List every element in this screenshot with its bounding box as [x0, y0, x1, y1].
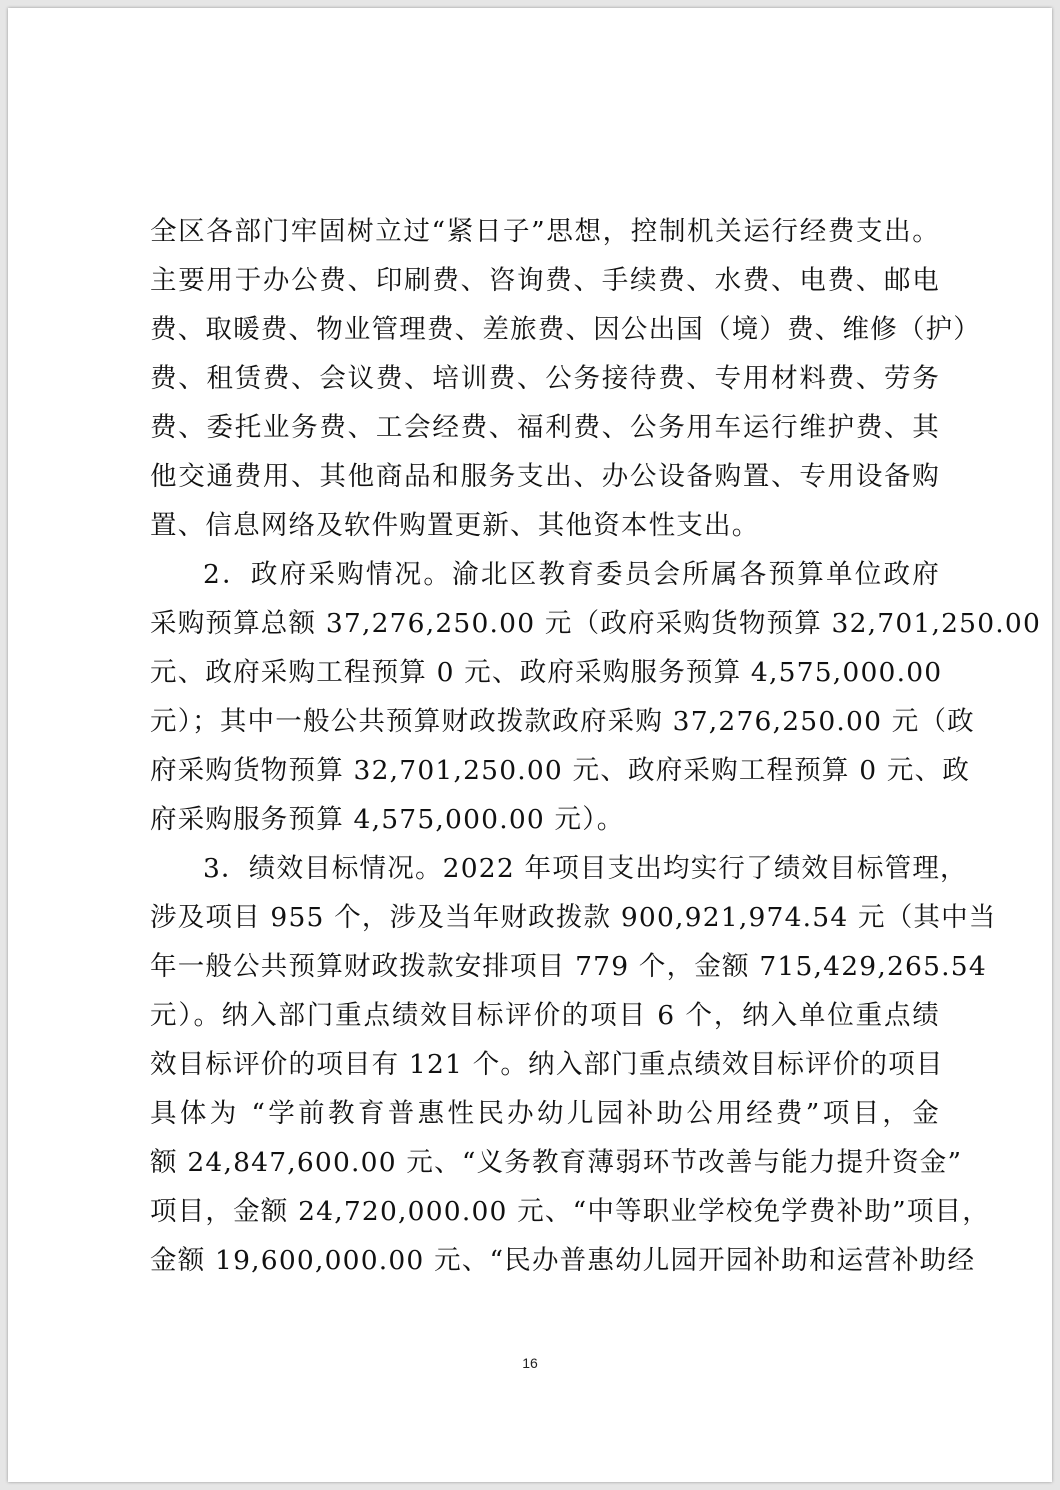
document-page [8, 8, 1052, 1482]
text-line: 效目标评价的项目有 121 个。纳入部门重点绩效目标评价的项目 [150, 1049, 944, 1080]
text-line: 主要用于办公费、印刷费、咨询费、手续费、水费、电费、邮电 [150, 265, 940, 296]
text-line: 费、取暖费、物业管理费、差旅费、因公出国（境）费、维修（护） [150, 314, 981, 345]
text-line: 府采购货物预算 32,701,250.00 元、政府采购工程预算 0 元、政 [150, 755, 971, 786]
text-line: 具体为 “学前教育普惠性民办幼儿园补助公用经费”项目，金 [150, 1098, 940, 1129]
text-line: 3．绩效目标情况。2022 年项目支出均实行了绩效目标管理， [203, 853, 968, 884]
page-number: 16 [522, 1355, 538, 1371]
text-line: 元、政府采购工程预算 0 元、政府采购服务预算 4,575,000.00 [150, 657, 943, 688]
text-line: 全区各部门牢固树立过“紧日子”思想，控制机关运行经费支出。 [150, 216, 940, 247]
text-line: 金额 19,600,000.00 元、“民办普惠幼儿园开园补助和运营补助经 [150, 1245, 976, 1276]
text-line: 元）。纳入部门重点绩效目标评价的项目 6 个，纳入单位重点绩 [150, 1000, 940, 1031]
text-line: 元）；其中一般公共预算财政拨款政府采购 37,276,250.00 元（政 [150, 706, 975, 737]
paragraph-government-procurement [150, 550, 1042, 844]
text-line: 费、租赁费、会议费、培训费、公务接待费、专用材料费、劳务 [150, 363, 940, 394]
text-line: 置、信息网络及软件购置更新、其他资本性支出。 [150, 510, 760, 541]
text-line: 涉及项目 955 个，涉及当年财政拨款 900,921,974.54 元（其中当 [150, 902, 997, 933]
text-line: 费、委托业务费、工会经费、福利费、公务用车运行维护费、其 [150, 412, 940, 443]
text-line: 额 24,847,600.00 元、“义务教育薄弱环节改善与能力提升资金” [150, 1147, 963, 1178]
text-line: 府采购服务预算 4,575,000.00 元）。 [150, 804, 625, 835]
paragraph-performance-targets [150, 844, 997, 1285]
paragraph-operating-expenses [150, 207, 981, 550]
text-line: 采购预算总额 37,276,250.00 元（政府采购货物预算 32,701,250.00 [150, 608, 1042, 639]
text-line: 2．政府采购情况。渝北区教育委员会所属各预算单位政府 [203, 559, 940, 590]
document-body [150, 207, 1042, 1285]
text-line: 他交通费用、其他商品和服务支出、办公设备购置、专用设备购 [150, 461, 940, 492]
text-line: 年一般公共预算财政拨款安排项目 779 个，金额 715,429,265.54 [150, 951, 987, 982]
text-line: 项目，金额 24,720,000.00 元、“中等职业学校免学费补助”项目， [150, 1196, 990, 1227]
